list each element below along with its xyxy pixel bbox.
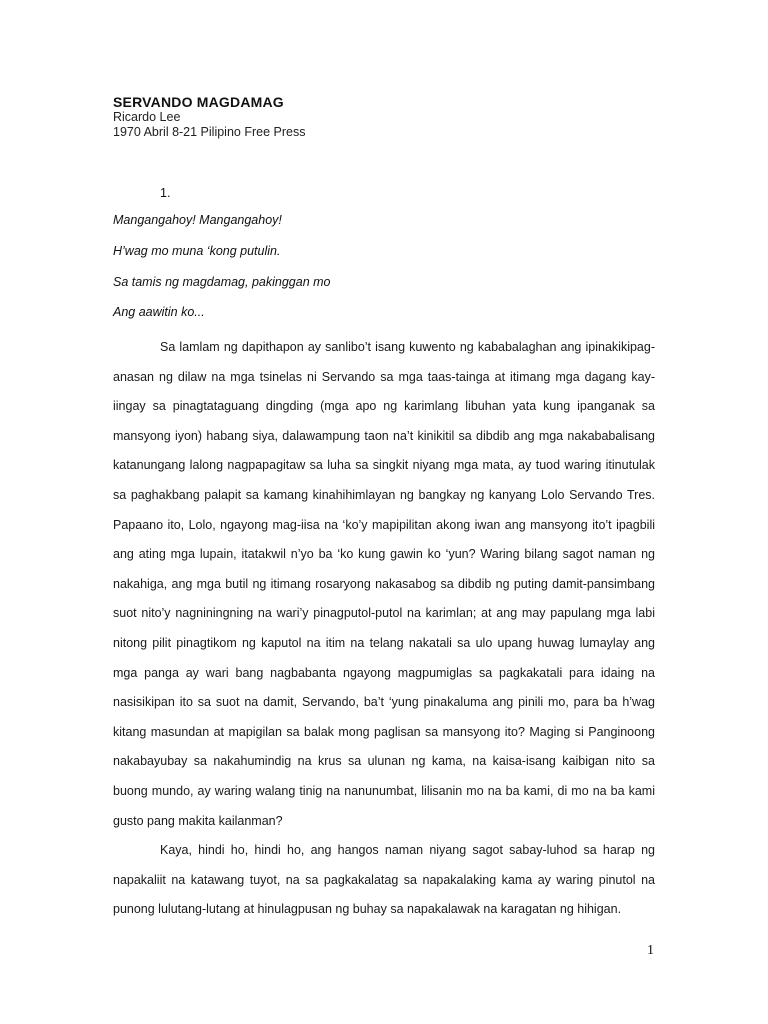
document-header	[113, 94, 305, 140]
page-number: 1	[647, 943, 654, 958]
author-name: Ricardo Lee	[113, 110, 181, 124]
verse-line: Sa tamis ng magdamag, pakinggan mo	[113, 275, 331, 289]
verse-line: Mangangahoy! Mangangahoy!	[113, 213, 282, 227]
verse-line: Ang aawitin ko...	[113, 305, 205, 319]
section-number: 1.	[160, 186, 171, 200]
paragraph: Sa lamlam ng dapithapon ay sanlibo’t isang kuwento ng kababalaghan ang ipinakikipag-anasan ng dilaw na mga tsinelas ni Servando sa mga taas-tainga at itimang mga dagang kay-iingay sa pinagtataguang dingding (mga apo ng karimlang libuhan yata kung ipanganak sa mansyong iyon) habang siya, dalawampung taon na’t kinikitil sa dibdib ang mga nakababalisang katanungang lalong nagpapagitaw sa luha sa singkit niyang mga mata, ay tuod waring itinutulak sa paghakbang palapit sa kamang kinahihimlayan ng bangkay ng kanyang Lolo Servando Tres. Papaano ito, Lolo, ngayong mag-iisa na ‘ko’y mapipilitan akong iwan ang mansyong ito’t ipagbili ang ating mga lupain, itatakwil n’yo ba ‘ko kung gawin ko ‘yun? Waring bilang sagot naman ng nakahiga, ang mga butil ng itimang rosaryong nakasabog sa dibdib ng puting damit-pansimbang suot nito’y nagniningning na wari’y pinagputol-putol na karimlan; at ang may papulang mga labi nitong pilit pinagtikom ng kaputol na itim na telang nakatali sa ulo upang huwag lumaylay ang mga panga ay wari bang nagbabanta ngayong magpumiglas sa pagkakatali para idaing na nasisikipan ito sa suot na damit, Servando, ba’t ‘yung pinakaluma ang pinili mo, para ba h’wag kitang masundan at mapigilan sa balak mong paglisan sa mansyong ito? Maging si Panginoong nakabayubay sa nakahumindig na krus sa ulunan ng kama, na kaisa-isang kaibigan nito sa buong mundo, ay waring walang tinig na nanunumbat, lilisanin mo na ba kami, di mo na ba kami gusto pang makita kailanman?	[113, 340, 655, 828]
publication-info: 1970 Abril 8-21 Pilipino Free Press	[113, 125, 306, 139]
document-title: SERVANDO MAGDAMAG	[113, 94, 284, 110]
body-text	[113, 333, 655, 925]
verse-line: H’wag mo muna ‘kong putulin.	[113, 244, 281, 258]
paragraph: Kaya, hindi ho, hindi ho, ang hangos naman niyang sagot sabay-luhod sa harap ng napakaliit na katawang tuyot, na sa pagkakalatag sa napakalaking kama ay waring pinutol na punong lulutang-lutang at hinulagpusan ng buhay sa napakalawak na karagatan ng hihigan.	[113, 843, 655, 917]
